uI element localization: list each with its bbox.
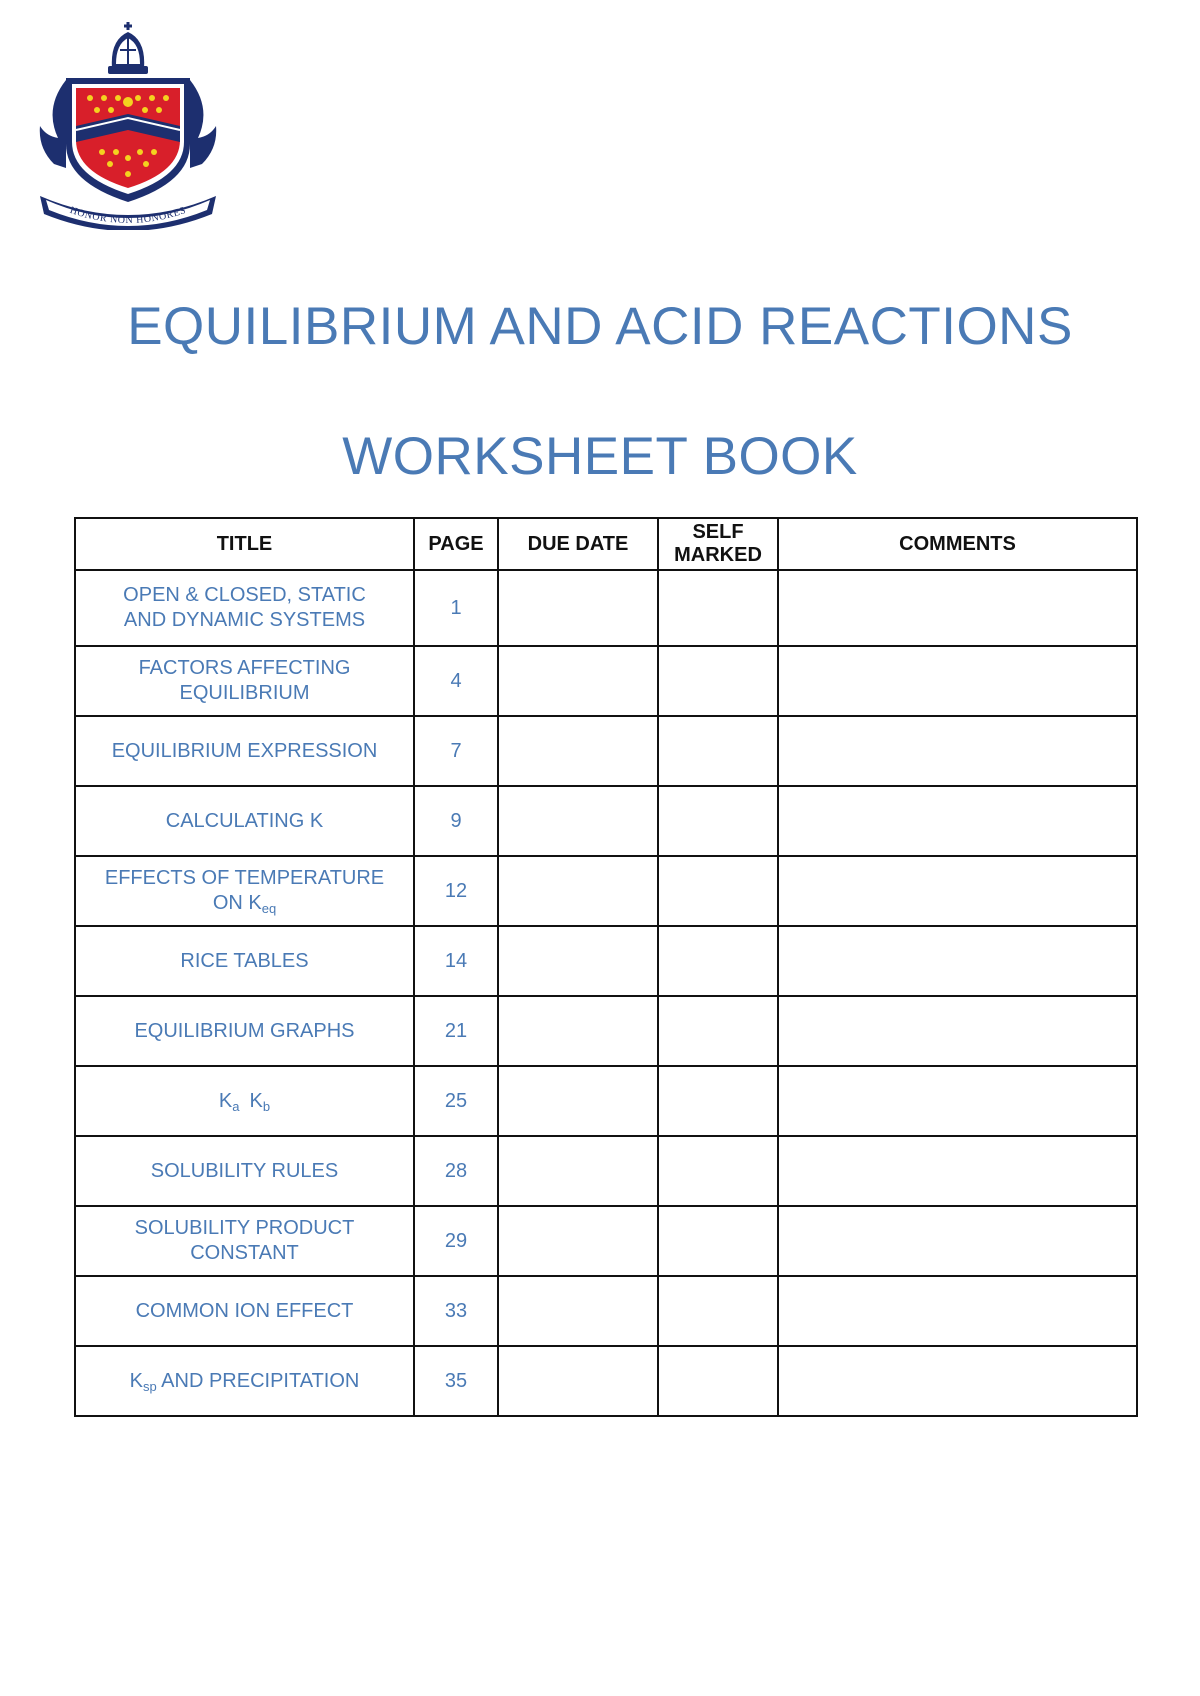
cell-due-date[interactable] [498, 786, 658, 856]
cell-title [75, 1066, 414, 1136]
title-line: OPEN & CLOSED, STATIC [123, 584, 366, 606]
cell-comments[interactable] [778, 716, 1137, 786]
cell-comments[interactable] [778, 856, 1137, 926]
shield-icon [66, 78, 190, 202]
cell-title [75, 1206, 414, 1276]
cell-title: CALCULATING K [75, 786, 414, 856]
cell-title: COMMON ION EFFECT [75, 1276, 414, 1346]
subscript: b [262, 1098, 271, 1114]
cell-due-date[interactable] [498, 1066, 658, 1136]
cell-self-marked[interactable] [658, 786, 778, 856]
cell-due-date[interactable] [498, 1276, 658, 1346]
table-row [75, 1066, 1137, 1136]
table-row [75, 716, 1137, 786]
table-row [75, 856, 1137, 926]
cell-page: 33 [414, 1276, 498, 1346]
cell-title [75, 646, 414, 716]
title-line: AND PRECIPITATION [156, 1369, 360, 1392]
document-title: EQUILIBRIUM AND ACID REACTIONS [127, 297, 1073, 356]
document-subtitle: WORKSHEET BOOK [342, 427, 858, 486]
school-crest-logo [36, 18, 220, 230]
table-row [75, 786, 1137, 856]
cell-due-date[interactable] [498, 996, 658, 1066]
table-row [75, 926, 1137, 996]
cell-self-marked[interactable] [658, 716, 778, 786]
cell-due-date[interactable] [498, 570, 658, 646]
cell-comments[interactable] [778, 926, 1137, 996]
svg-text:HONOR NON HONORES: HONOR NON HONORES [68, 204, 188, 227]
cell-comments[interactable] [778, 786, 1137, 856]
cell-self-marked[interactable] [658, 646, 778, 716]
title-line: FACTORS AFFECTING [138, 657, 351, 679]
cell-comments[interactable] [778, 1136, 1137, 1206]
symbol: K [249, 1089, 263, 1112]
title-line: CONSTANT [190, 1242, 299, 1264]
cell-title: EQUILIBRIUM GRAPHS [75, 996, 414, 1066]
cell-page: 14 [414, 926, 498, 996]
cell-page: 9 [414, 786, 498, 856]
title-line: SOLUBILITY PRODUCT [134, 1217, 355, 1239]
cell-self-marked[interactable] [658, 570, 778, 646]
cell-page: 35 [414, 1346, 498, 1416]
cell-due-date[interactable] [498, 716, 658, 786]
cell-comments[interactable] [778, 1066, 1137, 1136]
subscript: a [232, 1098, 240, 1114]
mitre-icon [108, 22, 148, 74]
table-row [75, 1206, 1137, 1276]
cell-due-date[interactable] [498, 1206, 658, 1276]
header-self-marked-line2: MARKED [674, 544, 762, 566]
table-row [75, 570, 1137, 646]
cell-title [75, 856, 414, 926]
cell-due-date[interactable] [498, 856, 658, 926]
symbol: K [129, 1369, 143, 1392]
cell-self-marked[interactable] [658, 1136, 778, 1206]
cell-page: 21 [414, 996, 498, 1066]
cell-title: RICE TABLES [75, 926, 414, 996]
cell-page: 4 [414, 646, 498, 716]
header-page: PAGE [414, 518, 498, 570]
cell-comments[interactable] [778, 1206, 1137, 1276]
cell-self-marked[interactable] [658, 1346, 778, 1416]
subscript: sp [142, 1378, 157, 1394]
title-line: EQUILIBRIUM [179, 682, 310, 704]
cell-self-marked[interactable] [658, 1276, 778, 1346]
cell-self-marked[interactable] [658, 856, 778, 926]
cell-comments[interactable] [778, 1276, 1137, 1346]
header-self-marked-line1: SELF [692, 521, 744, 543]
cell-page: 25 [414, 1066, 498, 1136]
cell-self-marked[interactable] [658, 1206, 778, 1276]
subscript: eq [261, 901, 277, 916]
cell-title [75, 1346, 414, 1416]
header-due-date: DUE DATE [498, 518, 658, 570]
cell-comments[interactable] [778, 570, 1137, 646]
cell-page: 28 [414, 1136, 498, 1206]
cell-self-marked[interactable] [658, 996, 778, 1066]
cell-due-date[interactable] [498, 926, 658, 996]
table-row [75, 1346, 1137, 1416]
cell-comments[interactable] [778, 1346, 1137, 1416]
cell-due-date[interactable] [498, 1136, 658, 1206]
cell-title [75, 570, 414, 646]
table-header-row [75, 518, 1137, 570]
header-self-marked [658, 518, 778, 570]
cell-page: 12 [414, 856, 498, 926]
title-line: EFFECTS OF TEMPERATURE [104, 867, 385, 889]
cell-comments[interactable] [778, 646, 1137, 716]
header-comments: COMMENTS [778, 518, 1137, 570]
cell-self-marked[interactable] [658, 1066, 778, 1136]
cell-self-marked[interactable] [658, 926, 778, 996]
symbol: K [218, 1089, 233, 1112]
cell-comments[interactable] [778, 996, 1137, 1066]
worksheet-table [74, 517, 1138, 1417]
cell-page: 29 [414, 1206, 498, 1276]
header-title: TITLE [75, 518, 414, 570]
table-row [75, 646, 1137, 716]
cell-due-date[interactable] [498, 1346, 658, 1416]
title-line: AND DYNAMIC SYSTEMS [123, 609, 366, 631]
table-row [75, 1276, 1137, 1346]
cell-due-date[interactable] [498, 646, 658, 716]
cell-page: 7 [414, 716, 498, 786]
cell-page: 1 [414, 570, 498, 646]
table-row [75, 1136, 1137, 1206]
table-row [75, 996, 1137, 1066]
title-line: ON K [212, 892, 262, 914]
cell-title: EQUILIBRIUM EXPRESSION [75, 716, 414, 786]
cell-title: SOLUBILITY RULES [75, 1136, 414, 1206]
